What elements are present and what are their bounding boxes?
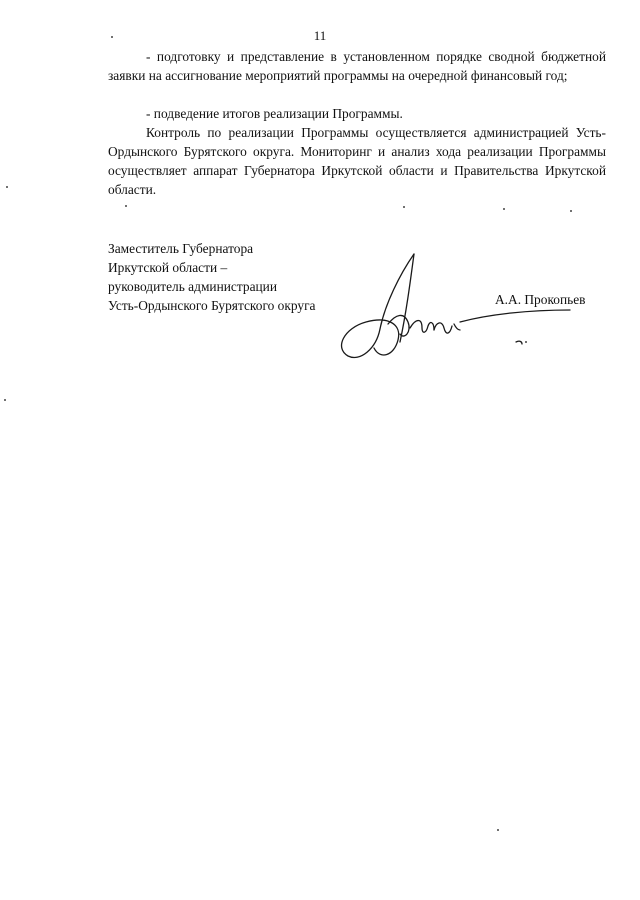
paragraph-program-results: - подведение итогов реализации Программы.	[146, 106, 403, 121]
paragraph-budget-request: - подготовку и представление в установленном порядке сводной бюджетной заявки на ассигнование мероприятий программы на очередной финансовый год;	[108, 49, 606, 83]
signatory-position-line-2: Иркутской области –	[108, 260, 228, 275]
handwritten-signature	[330, 244, 590, 374]
signer-name: А.А. Прокопьев	[495, 292, 586, 307]
signatory-position-line-1: Заместитель Губернатора	[108, 241, 254, 256]
signatory-position-line-4: Усть-Ордынского Бурятского округа	[108, 298, 316, 313]
page-number: 11	[313, 28, 327, 43]
scan-speck	[6, 186, 8, 188]
scan-speck	[497, 829, 499, 831]
signatory-position-line-3: руководитель администрации	[108, 279, 278, 294]
scan-speck	[4, 399, 6, 401]
paragraph-control: Контроль по реализации Программы осуществляется администрацией Усть-Ордынского Бурятского округа. Мониторинг и анализ хода реализации Программы осуществляет аппарат Губернатора Иркутской области и Правительства Иркутской области.	[108, 125, 606, 197]
scan-speck	[570, 210, 572, 212]
signatory-position	[108, 239, 316, 315]
scan-speck	[125, 205, 127, 207]
scan-speck	[403, 206, 405, 208]
scan-speck	[503, 208, 505, 210]
scan-speck	[111, 36, 113, 38]
scan-speck	[525, 341, 527, 343]
